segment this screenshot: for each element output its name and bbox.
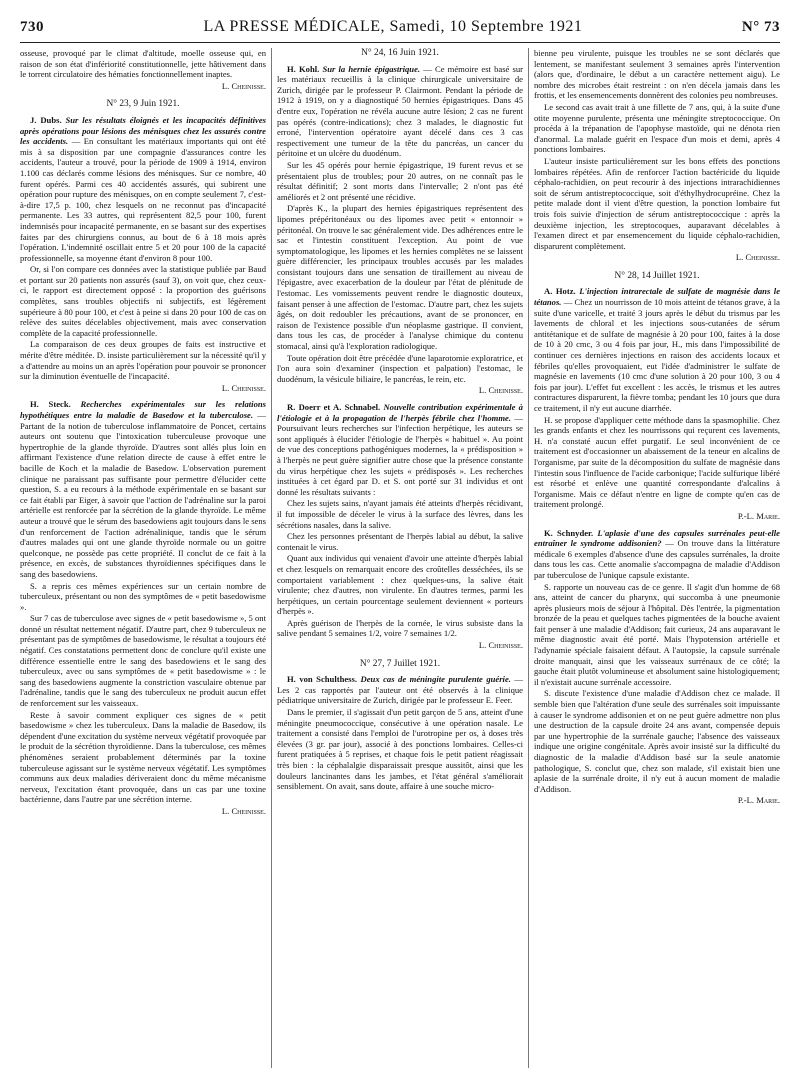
paragraph: — En consultant les matériaux importants qui ont été mis à sa disposition par une compagnie d'assurances contre les accidents, l'auteur a trouvé, pour la période de 1909 à 1914, environ 1.100 cas déclarés comme lésions des ménisques. Sur ce nombre, 40 furent opérés. Parmi ces 40 accidentés assurés, qui subirent une opération pour rupture des ménisques, on en compte seulement 7, c'est-à-dire 17,5 p. 100, chez lesquels on ne reconnut pas d'incapacité permanente. Les 33 autres, qui représentent 82,5 pour 100, furent indemnisés pour incapacité permanente, en se basant sur des expertises faites par des chirurgiens connus, au bout de 6 à 18 mois après l'opération. L'indemnité oscillait entre 5 et 20 pour 100 de la capacité professionnelle, sa moyenne étant d'environ 8 pour 100. — [20, 136, 266, 263]
article-lead — [277, 64, 523, 159]
article-title: L'aplasie d'une des capsules surrénales peut-elle entraîner le syndrome addisonien? — [534, 527, 780, 549]
paragraph: S. a repris ces mêmes expériences sur un certain nombre de tuberculeux, présentant ou non des symptômes de « petit basedowisme ». — [20, 580, 266, 612]
paragraph: Sur les 45 opérés pour hernie épigastrique, 19 furent revus et se présentaient plus de troubles; pour 20 autres, on ne connaît pas le résultat définitif; 2 sont morts dans l'intervalle; 2 n'ont pas été améliorés et 2 ont présenté une récidive. — [277, 159, 523, 202]
article-title: Recherches expérimentales sur les relations hypothétiques entre la maladie de Basedow et la tuberculose. — [20, 399, 266, 420]
article-title: Sur la hernie épigastrique. — [322, 63, 421, 74]
paragraph: — Chez un nourrisson de 10 mois atteint de tétanos grave, à la suite d'une varicelle, et traité 3 jours après le début du trismus par les lavements de chloral et les injections sous-cutanées de sérum antitétanique et de sulfate de magnésie à 20 pour 100, faites à la dose de 10 à 20 cmc, 3 ou 4 fois par jour, H., mis dans l'impossibilité de continuer ces dernières injections en raison des accidents locaux et fébriles qu'elles provoquaient, eut l'idée d'administrer le sulfate de magnésie en lavements (10 cmc d'une solution à 20 pour 100, 3 ou 4 fois par jour). L'effet fut excellent : les accès, le trismus et les autres contractures disparurent, la fièvre tomba; pendant les 10 jours que dura ce traitement, il n'y eut aucune diarrhée. — [534, 297, 780, 413]
article-lead — [534, 286, 780, 413]
paragraph: Le second cas avait trait à une fillette de 7 ans, qui, à la suite d'une otite moyenne purulente, présenta une méningite streptococcique. On procéda à la trépanation de l'apophyse mastoïde, qui ne dénota rien d'anormal. La malade guérit en l'espace d'un mois et demi, après 4 ponctions lombaires. — [534, 101, 780, 155]
article-title: L'injection intrarectale de sulfate de magnésie dans le tétanos. — [534, 286, 780, 308]
article-lead — [534, 528, 780, 581]
issue-date-heading: N° 24, 16 Juin 1921. — [361, 48, 439, 58]
column-1 — [20, 48, 266, 1078]
article-author: K. Schnyder. — [544, 527, 594, 538]
article-title: Sur les résultats éloignés et les incapacités définitives après opérations pour lésions des ménisques chez les assurés contre les accidents. — [20, 114, 266, 147]
paragraph: Chez les sujets sains, n'ayant jamais été atteints d'herpès récidivant, il fut impossible de déceler le virus à la surface des lèvres, dans les sécrétions nasales, dans la salive. — [277, 498, 523, 530]
paragraph: Après guérison de l'herpès de la cornée, le virus subsiste dans la salive pendant 5 semaines 1/2, voire 7 semaines 1/2. — [277, 617, 523, 639]
signature: P.-L. Marie. — [737, 510, 780, 521]
signature: L. Cheinisse. — [221, 805, 266, 816]
paragraph: Reste à savoir comment expliquer ces signes de « petit basedowisme » chez les tuberculeux. Dans la maladie de Basedow, ils dépendent d'une excitation du système nerveux végétatif provoquée par le produit de la sécrétion thyroïdienne. Dans la tuberculose, ces mêmes phénomènes seraient probablement déterminés par la toxine tuberculeuse agissant sur le système nerveux végétatif. Les symptômes communs aux deux maladies dériveraient donc du même mécanisme nerveux, l'excitation étant provoquée, dans un cas par une toxine bactérienne, dans l'autre par une sécrétion interne. — [20, 709, 266, 805]
signature: P.-L. Marie. — [737, 795, 780, 806]
paragraph: Chez les personnes présentant de l'herpès labial au début, la salive contenait le virus. — [277, 531, 523, 552]
article-author: A. Hotz. — [544, 286, 576, 297]
article-author: H. von Schulthess. — [287, 674, 358, 685]
article-lead — [277, 674, 523, 706]
column-2 — [277, 48, 523, 1078]
header-rule — [20, 42, 780, 43]
column-3 — [534, 48, 780, 1078]
page-number: 730 — [20, 19, 44, 35]
paragraph: — Poursuivant leurs recherches sur l'infection herpétique, les auteurs se sont appliqués à élucider l'étiologie de l'herpès « habituel ». Au point de vue des conceptions pathogéniques modernes, la « prédisposition » à l'herpès ne peut guère signifier autre chose que la présence constante du virus herpétique chez les sujets « prédisposés ». Les recherches instituées à cet égard par D. et S. ont porté sur 31 individus et ont donné les résultats suivants : — [277, 412, 523, 497]
column-divider — [271, 48, 272, 1068]
paragraph: L'auteur insiste particulièrement sur les bons effets des ponctions lombaires répétées. Afin de renforcer l'action bactéricide du liquide céphalo-rachidien, on peut recourir à des injections intrarachidiennes soit de sérum antistreptococcique, soit d'éthylhydrocupréine. Chez la petite malade dont il vient d'être question, la ponction lombaire fut trois fois suivie d'injection de sérum antistreptococcique : après la deuxième injection, les streptocoques, auparavant décelables à l'examen direct et par ensemencement du liquide céphalo-rachidien, disparurent complètement. — [534, 155, 780, 251]
article-lead — [20, 115, 266, 263]
paragraph: osseuse, provoqué par le climat d'altitude, moelle osseuse qui, en raison de son état d'infériorité constitutionnelle, jette hâtivement dans le torrent circulatoire des hématies fonctionnellement inaptes. — [20, 48, 266, 80]
paragraph: H. se propose d'appliquer cette méthode dans la spasmophilie. Chez les grands enfants et chez les nourrissons qui reçurent ces lavements, H. n'a constaté aucun effet purgatif. Le seul inconvénient de ce traitement est d'occasionner un abaissement de la teneur en alcalins de l'organisme, par suite de la décomposition du sulfate de magnésie dans l'intestin sous l'influence de l'acide carbonique; l'acide sulfurique libéré est résorbé et enlève une quantité correspondante d'alcalins à l'organisme. Mais ce défaut n'entre en ligne de compte qu'en cas de traitement prolongé. — [534, 414, 780, 510]
signature: L. Cheinisse. — [221, 382, 266, 393]
article-author: H. Kohl. — [287, 63, 320, 74]
paragraph: Dans le premier, il s'agissait d'un petit garçon de 5 ans, atteint d'une méningite pneumococcique, consécutive à une opération nasale. Le traitement a consisté dans l'emploi de l'urotropine per os, à doses très élevées (3 gr. par jour), associé à des ponctions lombaires. Celles-ci furent pratiquées à 5 reprises, et chaque fois le petit patient réagissait très bien : la céphalalgie disparaissait presque aussitôt, ainsi que les douleurs lancinantes dans les jambes, et l'état général s'améliorait sensiblement. On avait, sans doute, affaire à une souche micro- — [277, 707, 523, 792]
paragraph: La comparaison de ces deux groupes de faits est instructive et mérite d'être méditée. D. insiste particulièrement sur la nécessité qu'il y a d'attendre au moins un an après l'opération pour pouvoir se prononcer sur la diminution éventuelle de l'incapacité. — [20, 339, 266, 382]
paragraph: — Les 2 cas rapportés par l'auteur ont été observés à la clinique pédiatrique universitaire de Zurich, dirigée par le professeur E. Feer. — [277, 674, 523, 706]
article-author: H. Steck. — [30, 399, 71, 410]
paragraph: D'après K., la plupart des hernies épigastriques représentent des lipomes prépéritonéaux ou des lipomes avec petit « entonnoir » péritonéal. On trouve le sac généralement vide. Des adhérences entre le sac et l'intestin constituent l'exception. Au point de vue symptomatologique, les lipomes et les hernies complètes ne se laissent guère différencier, les principaux troubles accusés par les malades consistant toujours dans une sensation de tiraillement au niveau de l'épigastre, avec exacerbation de la douleur par l'état de plénitude de l'estomac. Les vomissements peuvent rendre le diagnostic douteux, faisant penser à une affection de l'estomac. D'autre part, chez les sujets âgés, on doit redoubler les précautions, avant de se prononcer, en raison de l'existence possible d'un néoplasme gastrique. Il convient, dans tous les cas, de procéder à l'analyse chimique du contenu stomacal, ainsi qu'à l'exploration radiologique. — [277, 203, 523, 352]
signature: L. Cheinisse. — [221, 80, 266, 91]
signature: L. Cheinisse. — [478, 385, 523, 396]
paragraph: Quant aux individus qui venaient d'avoir une atteinte d'herpès labial et chez lesquels on remarquait encore des croûtelles desséchées, ils se comportaient variablement : chez quelques-uns, la salive était virulente; chez d'autres, non virulente. En d'autres termes, parmi les herpétiques, un certain pourcentage seulement deviennent « porteurs d'herpès ». — [277, 553, 523, 617]
journal-title: LA PRESSE MÉDICALE, Samedi, 10 Septembre 1921 — [203, 18, 583, 35]
issue-number: N° 73 — [741, 19, 780, 35]
paragraph: bienne peu virulente, puisque les troubles ne se sont déclarés que lentement, se manifestant seulement 3 semaines après l'intervention (alors que, d'ordinaire, le début a un caractère nettement aigu). Le nombre des microbes était restreint : on n'en décela jamais dans les frottis, et les ensemencements donnèrent des colonies peu nombreuses. — [534, 48, 780, 101]
paragraph: S. discute l'existence d'une maladie d'Addison chez ce malade. Il semble bien que l'altération d'une seule des surrénales soit impuissante à causer le syndrome addisonien et on ne peut guère admettre non plus une destruction de la capsule droite 24 ans avant, compensée depuis par une hypertrophie de la surrénale gauche; l'absence des vaisseaux indique une origine congénitale. Après avoir insisté sur la difficulté du diagnostic de la maladie d'Addison basé sur la seule anatomie pathologique, S. conclut que, chez son malade, s'il existait bien une aplasie de la surrénale droite, il n'y eut à aucun moment de maladie d'Addison. — [534, 688, 780, 794]
signature: L. Cheinisse. — [735, 252, 780, 263]
article-lead — [277, 402, 523, 497]
issue-date-heading: N° 28, 14 Juillet 1921. — [614, 270, 700, 281]
article-author: R. Doerr et A. Schnabel. — [287, 402, 381, 412]
issue-date-heading: N° 23, 9 Juin 1921. — [106, 99, 180, 110]
paragraph: — On trouve dans la littérature médicale 6 exemples d'absence d'une des capsules surrénales, la droite dans tous les cas. Cette anomalie s'accompagna de maladie d'Addison par tuberculose de l'unique capsule existante. — [534, 538, 780, 580]
article-lead — [20, 399, 266, 579]
column-divider — [528, 48, 529, 1068]
paragraph: S. rapporte un nouveau cas de ce genre. Il s'agit d'un homme de 68 ans, atteint de cancer du pharynx, qui succomba à une pneumonie après plusieurs mois de séjour à l'hôpital. Dès l'entrée, la pigmentation bronzée de la peau et quelques taches pigmentées de la bouche avaient fait penser à une maladie d'Addison; fait curieux, 24 ans auparavant le même diagnostic avait été porté. Mais l'hypotension artérielle et l'adynamie spéciale faisaient défaut. A l'autopsie, la capsule surrénale droite manquait, ainsi que les vaisseaux surrénaux de ce côté; la gauche était plutôt volumineuse et absolument saine histologiquement; il n'existait aucune surrénale accessoire. — [534, 581, 780, 687]
article-title: Nouvelle contribution expérimentale à l'étiologie et à la propagation de l'herpès fébrile chez l'homme. — [277, 402, 523, 423]
paragraph: — Partant de la notion de tuberculose inflammatoire de Poncet, certains auteurs ont soutenu que l'intoxication tuberculeuse provoque une hypertrophie de la glande thyroïde. D'autres sont allés plus loin en affirmant l'existence d'une relation directe de cause à effet entre le bacille de Koch et la maladie de Basedow. L'observation purement clinique ne paraissant pas suffisante pour permettre d'élucider cette question, S. a eu recours à la méthode expérimentale en se basant sur ce fait établi par Eiger, à savoir que l'action de l'adrénaline sur la paroi artérielle est renforcée par la sécrétion de la glande thyroïde. Le même auteur a trouvé que le sérum des basedowiens agit toujours dans le sens d'un renforcement de l'action adrénalinique, tandis que le sérum d'autres malades qui ont une glande thyroïde normale ou un goitre quelconque, ne possède pas cette propriété. Il conclut de ce fait à la présence, en excès, de substances thyroïdiennes spécifiques dans le sang des basedowiens. — [20, 410, 266, 579]
issue-date-heading: N° 27, 7 Juillet 1921. — [359, 658, 441, 669]
article-title: Deux cas de méningite purulente guérie. — [360, 674, 511, 685]
page-header — [20, 18, 780, 40]
paragraph: Or, si l'on compare ces données avec la statistique publiée par Baud et portant sur 20 patients non assurés (sauf 3), on voit que, chez ceux-ci, le rapport est directement opposé : la proportion des guérisons complètes, sans troubles objectifs ni subjectifs, est légèrement supérieure à 80 pour 100, et c'est à peine si dans 20 pour 100 de cas on relève des suites décelables objectivement, mais avec conservation complète de la capacité professionnelle. — [20, 264, 266, 338]
paragraph: Toute opération doit être précédée d'une laparotomie exploratrice, et l'on aura soin d'examiner (inspection et palpation) l'estomac, le duodénum, la vésicule biliaire, le pancréas, le rein, etc. — [277, 352, 523, 384]
paragraph: — Ce mémoire est basé sur les matériaux recueillis à la clinique chirurgicale universitaire de Zurich, dirigée par le professeur P. Clairmont. Pendant la période de 1912 à 1919, on y a diagnostiqué 50 hernies épigastriques. Dans 45 d'entre eux, l'opération ne révéla aucune autre lésion; 2 cas ne furent pas opérés (contre-indications); chez 3 malades, le diagnostic fut erroné, l'intervention opératoire ayant décelé dans ces 3 cas respectivement une tumeur de la tête du pancréas, un cancer du péritoine et un ulcère du duodénum. — [277, 63, 523, 159]
paragraph: Sur 7 cas de tuberculose avec signes de « petit basedowisme », 5 ont donné un résultat nettement négatif. D'autre part, chez 9 tuberculeux ne présentant pas de symptômes de basedowisme, le résultat a toujours été négatif. Ces constatations permettent donc de conclure qu'il existe une différence essentielle entre le sang des basedowiens et le sang des tuberculeux, avec ou sans symptômes de « petit basedowisme » : le sang des basedowiens augmente la constriction vasculaire obtenue par l'adrénaline, tandis que le sang des tuberculeux ne produit aucun effet de renforcement sur les vaisseaux. — [20, 613, 266, 709]
article-author: J. Dubs. — [30, 114, 62, 125]
signature: L. Cheinisse. — [478, 640, 523, 651]
